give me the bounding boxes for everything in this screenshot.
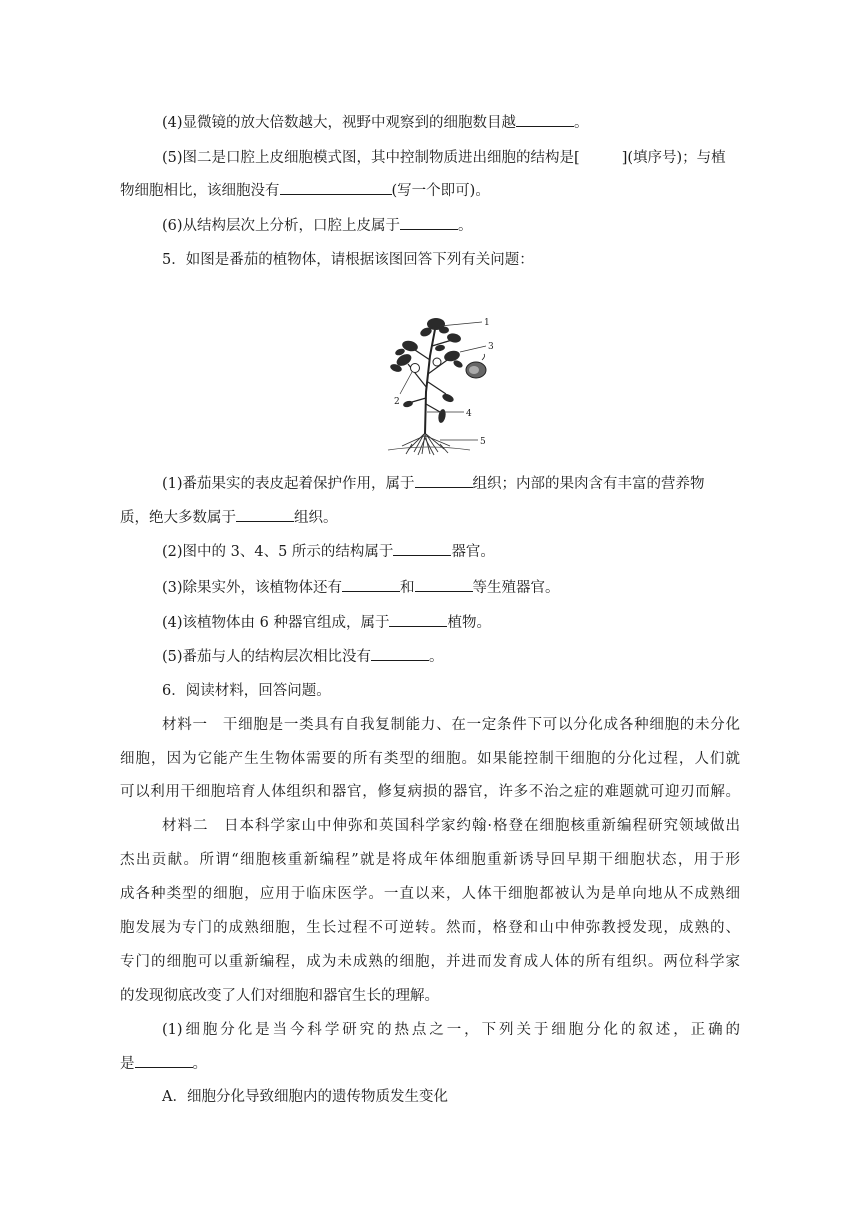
answer-blank — [371, 646, 429, 661]
q5-stem: 5．如图是番茄的植物体，请根据该图回答下列有关问题： — [162, 252, 534, 268]
fruit-small-drawing — [433, 358, 441, 366]
answer-blank — [400, 215, 458, 230]
answer-blank — [415, 473, 473, 488]
stem-drawing — [425, 324, 436, 434]
roots-drawing — [402, 434, 450, 455]
figure-label-3: 3 — [488, 342, 494, 352]
q6-material2-line2: 杰出贡献。所谓“细胞核重新编程”就是将成年体细胞重新诱导回早期干细胞状态，用于形 — [120, 852, 740, 868]
q5-part4: (4)该植物体由 6 种器官组成，属于 植物。 — [162, 612, 740, 633]
q6-material2-line1: 材料二 日本科学家山中伸弥和英国科学家约翰·格登在细胞核重新编程研究领域做出 — [162, 818, 740, 834]
answer-blank — [389, 612, 447, 627]
figure-label-5: 5 — [480, 437, 486, 447]
q6-material2-line4: 胞发展为专门的成熟细胞，生长过程不可逆转。然而，格登和山中伸弥教授发现，成熟的、 — [120, 920, 740, 936]
answer-blank — [236, 507, 294, 522]
q6-material2-line3: 成各种类型的细胞，应用于临床医学。一直以来，人体干细胞都被认为是单向地从不成熟细 — [120, 886, 740, 902]
q5-part3: (3)除果实外，该植物体还有 和 等生殖器官。 — [162, 577, 740, 598]
answer-blank — [516, 112, 574, 127]
q5-part1-line2: 质，绝大多数属于 组织。 — [120, 507, 740, 528]
q6-material1-line3: 可以利用干细胞培育人体组织和器官，修复病损的器官，许多不治之症的难题就可迎刃而解。 — [120, 784, 740, 800]
q6-material1-line2: 细胞，因为它能产生生物体需要的所有类型的细胞。如果能控制干细胞的分化过程，人们就 — [120, 751, 740, 767]
q4-part5-line2: 物细胞相比，该细胞没有 (写一个即可)。 — [120, 180, 740, 201]
q4-part6: (6)从结构层次上分析，口腔上皮属于 。 — [162, 215, 740, 236]
q6-option-a: A．细胞分化导致细胞内的遗传物质发生变化 — [162, 1089, 448, 1105]
q6-part1-line2: 是 。 — [120, 1053, 740, 1074]
q4-part4: (4)显微镜的放大倍数越大，视野中观察到的细胞数目越 。 — [162, 112, 740, 133]
q5-part1-line1: (1)番茄果实的表皮起着保护作用，属于 组织；内部的果肉含有丰富的营养物 — [162, 473, 740, 494]
answer-blank — [280, 180, 392, 195]
answer-blank — [135, 1053, 193, 1068]
answer-blank — [393, 541, 451, 556]
q6-material1-line1: 材料一 干细胞是一类具有自我复制能力、在一定条件下可以分化成各种细胞的未分化 — [162, 717, 740, 733]
q6-material2-line6: 的发现彻底改变了人们对细胞和器官生长的理解。 — [120, 988, 439, 1004]
q5-part2: (2)图中的 3、4、5 所示的结构属于 器官。 — [162, 541, 740, 562]
q6-part1-line1: (1)细胞分化是当今科学研究的热点之一，下列关于细胞分化的叙述，正确的 — [162, 1022, 740, 1038]
figure-label-1: 1 — [484, 318, 490, 328]
answer-blank — [415, 577, 473, 592]
q6-stem: 6．阅读材料，回答问题。 — [162, 683, 331, 699]
q6-material2-line5: 专门的细胞可以重新编程，成为未成熟的细胞，并进而发育成人体的所有组织。两位科学家 — [120, 954, 740, 970]
answer-blank — [342, 577, 400, 592]
label-lines — [400, 322, 486, 440]
figure-label-4: 4 — [466, 409, 472, 419]
q4-part4-text: (4)显微镜的放大倍数越大，视野中观察到的细胞数目越 — [162, 115, 517, 131]
q4-part5-line1: (5)图二是口腔上皮细胞模式图，其中控制物质进出细胞的结构是[ ](填序号)；与植 — [162, 150, 726, 166]
fruit-small-drawing — [411, 364, 420, 373]
tomato-plant-figure — [378, 312, 498, 458]
q5-part5: (5)番茄与人的结构层次相比没有 。 — [162, 646, 740, 667]
figure-label-2: 2 — [394, 397, 400, 407]
